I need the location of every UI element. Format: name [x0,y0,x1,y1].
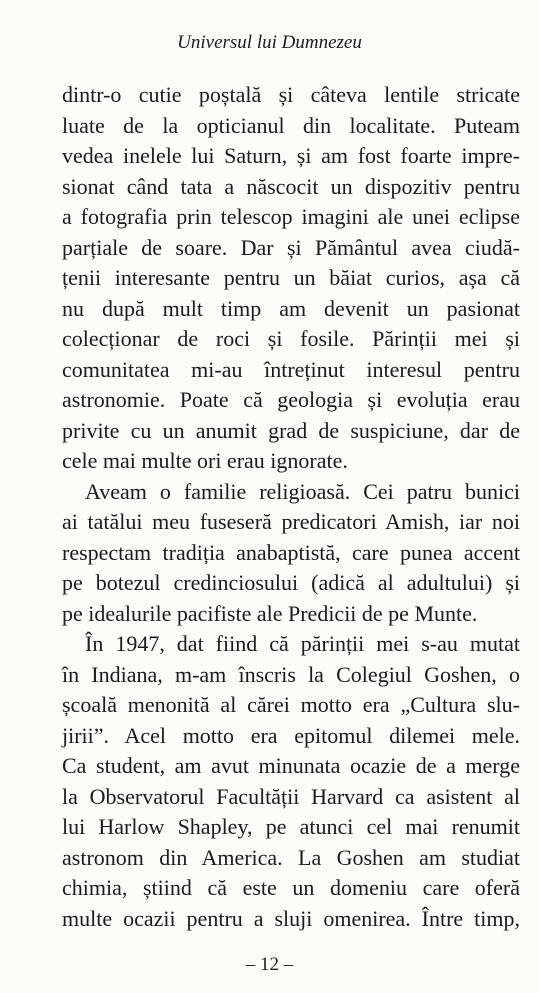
text-line: respectam tradiția anabaptistă, care punea accent [62,539,520,565]
text-line: cele mai multe ori erau ignorate. [62,448,348,473]
text-line: În 1947, dat fiind că părinții mei s-au mutat [85,631,520,656]
text-line: la Observatorul Facultății Harvard ca asistent al [62,783,520,809]
text-line: sionat când tata a născocit un dispozitiv pentru [62,173,520,199]
text-line: pe idealurile pacifiste ale Predicii de pe Munte. [62,600,478,626]
text-line: ai tatălui meu fuseseră predicatori Amish, iar noi [62,509,520,534]
text-line: în Indiana, m-am înscris la Colegiul Goshen, o [62,661,520,687]
text-line: astronom din America. La Goshen am studiat [62,844,520,870]
text-line: lui Harlow Shapley, pe atunci cel mai renumit [62,814,520,839]
text-line: pe botezul credinciosului (adică al adultului) și [62,570,520,595]
text-line: țenii interesante pentru un băiat curios, așa că [62,265,520,290]
text-line: chimia, știind că este un domeniu care oferă [62,875,520,900]
text-line: școală menonită al cărei motto era „Cultura slu- [62,692,520,717]
body-text [62,80,520,934]
paragraph [62,80,520,477]
text-line: jirii”. Acel motto era epitomul dilemei mele. [62,722,520,748]
paragraph [62,629,520,934]
text-line: astronomie. Poate că geologia și evoluția erau [62,387,520,412]
text-line: a fotografia prin telescop imagini ale unei eclipse [62,204,520,229]
text-line: luate de la opticianul din localitate. Puteam [62,112,520,138]
text-line: Ca student, am avut minunata ocazie de a merge [62,753,520,778]
text-line: parțiale de soare. Dar și Pământul avea ciudă- [62,234,520,260]
paragraph [62,477,520,630]
text-line: nu după mult timp am devenit un pasionat [62,295,520,321]
running-header: Universul lui Dumnezeu [177,32,362,53]
text-line: privite cu un anumit grad de suspiciune, dar de [62,417,520,443]
text-line: vedea inelele lui Saturn, și am fost foarte impre- [62,143,520,168]
text-line: Aveam o familie religioasă. Cei patru bunici [85,478,520,504]
text-line: dintr-o cutie poștală și câteva lentile stricate [62,82,520,107]
page-number: – 12 – [245,954,294,975]
text-line: multe ocazii pentru a sluji omenirea. Între timp, [62,905,520,931]
text-line: colecționar de roci și fosile. Părinții mei și [62,326,520,351]
text-line: comunitatea mi-au întreținut interesul pentru [62,356,520,382]
